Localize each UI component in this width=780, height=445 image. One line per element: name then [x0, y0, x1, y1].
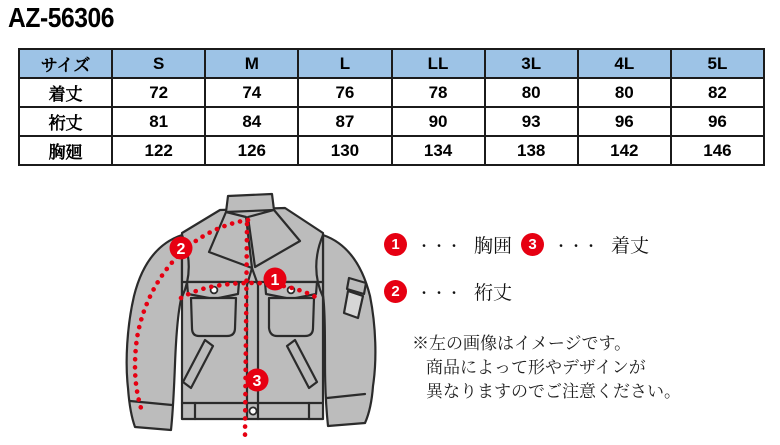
size-header-cell: サイズ — [19, 49, 112, 78]
size-header-cell: 3L — [485, 49, 578, 78]
table-cell: 90 — [392, 107, 485, 136]
legend-label-sleeve: 裄丈 — [474, 283, 513, 304]
size-table-header-row — [19, 49, 764, 78]
left-chest-pocket — [191, 298, 236, 336]
table-cell: 76 — [298, 78, 391, 107]
table-cell: 96 — [578, 107, 671, 136]
note-line: 異なりますのでご注意ください。 — [426, 382, 681, 401]
marker-2-number: 2 — [176, 241, 186, 258]
size-header-cell: LL — [392, 49, 485, 78]
note-line: 商品によって形やデザインが — [426, 358, 646, 377]
product-code-title: AZ-56306 — [8, 2, 115, 33]
table-cell: 78 — [392, 78, 485, 107]
table-cell: 81 — [112, 107, 205, 136]
row-label: 胸廻 — [19, 136, 112, 165]
right-chest-pocket — [269, 298, 314, 336]
legend-dots: ・・・ — [555, 239, 601, 253]
legend-label-length: 着丈 — [611, 236, 650, 257]
disclaimer-note — [412, 332, 681, 404]
table-cell: 84 — [205, 107, 298, 136]
table-cell: 87 — [298, 107, 391, 136]
jacket-illustration — [127, 194, 376, 430]
table-cell: 142 — [578, 136, 671, 165]
legend-item-chest — [384, 231, 512, 258]
jacket-collar — [226, 194, 274, 212]
legend-item-sleeve — [384, 278, 512, 305]
table-cell: 146 — [671, 136, 764, 165]
table-cell: 82 — [671, 78, 764, 107]
size-header-cell: 4L — [578, 49, 671, 78]
size-table — [18, 48, 765, 166]
table-row — [19, 78, 764, 107]
legend-marker-2: 2 — [384, 280, 407, 303]
row-label: 着丈 — [19, 78, 112, 107]
legend-marker-3: 3 — [521, 233, 544, 256]
table-cell: 122 — [112, 136, 205, 165]
table-cell: 74 — [205, 78, 298, 107]
legend-dots: ・・・ — [418, 239, 464, 253]
table-row — [19, 136, 764, 165]
jacket-diagram — [95, 190, 390, 445]
legend-item-length — [521, 231, 649, 258]
legend-marker-1: 1 — [384, 233, 407, 256]
table-cell: 130 — [298, 136, 391, 165]
size-header-cell: L — [298, 49, 391, 78]
size-header-cell: 5L — [671, 49, 764, 78]
table-cell: 134 — [392, 136, 485, 165]
table-cell: 80 — [485, 78, 578, 107]
row-label: 裄丈 — [19, 107, 112, 136]
table-cell: 138 — [485, 136, 578, 165]
size-header-cell: S — [112, 49, 205, 78]
table-cell: 96 — [671, 107, 764, 136]
note-line: ※左の画像はイメージです。 — [412, 334, 632, 353]
table-cell: 126 — [205, 136, 298, 165]
table-cell: 80 — [578, 78, 671, 107]
table-cell: 93 — [485, 107, 578, 136]
size-header-cell: M — [205, 49, 298, 78]
table-cell: 72 — [112, 78, 205, 107]
legend-label-chest: 胸囲 — [474, 236, 513, 257]
marker-1-number: 1 — [270, 272, 280, 289]
legend-dots: ・・・ — [418, 286, 464, 300]
table-row — [19, 107, 764, 136]
marker-3-number: 3 — [252, 373, 262, 390]
